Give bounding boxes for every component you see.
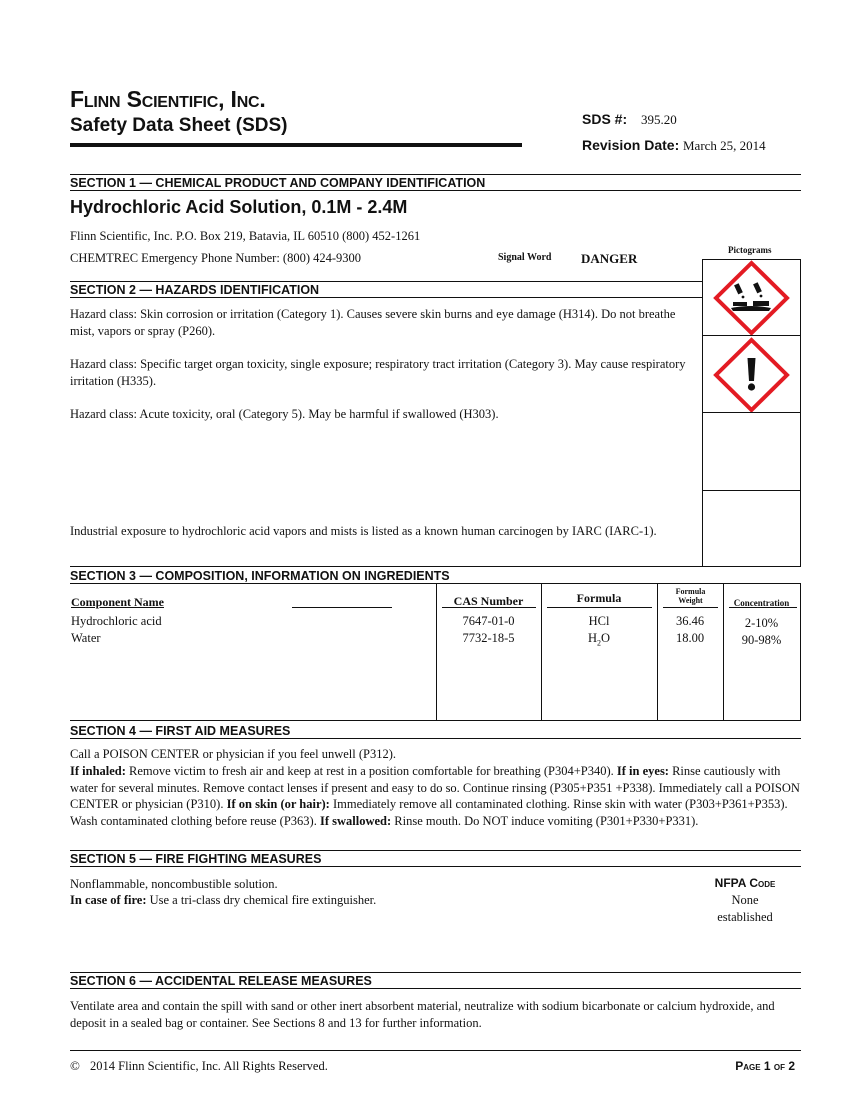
formula-part: O — [601, 631, 611, 645]
section-5-heading: SECTION 5 — FIRE FIGHTING MEASURES — [70, 852, 322, 866]
section-rule — [70, 281, 702, 282]
copyright-symbol: © — [70, 1058, 80, 1073]
fire-instructions — [70, 892, 376, 909]
formula-weight: 18.00 — [675, 631, 705, 645]
cas-number: 7732-18-5 — [462, 631, 515, 645]
product-name: Hydrochloric Acid Solution, 0.1M - 2.4M — [70, 197, 408, 217]
carcinogen-note: Industrial exposure to hydrochloric acid vapors and mists is listed as a known human carcinogen by IARC (IARC-1). — [70, 524, 657, 538]
section-rule — [70, 190, 801, 191]
skin-label: If on skin (or hair): — [226, 797, 330, 811]
formula: HCl — [588, 614, 610, 628]
section-rule — [70, 972, 801, 973]
section-rule — [70, 174, 801, 175]
formula — [541, 630, 657, 652]
section-rule — [70, 850, 801, 851]
revision-date-value: March 25, 2014 — [683, 138, 766, 153]
eyes-label: If in eyes: — [616, 764, 669, 778]
header-underline — [663, 607, 718, 608]
formula-subscript: 2 — [597, 638, 601, 648]
fire-text: Use a tri-class dry chemical fire extinguisher. — [146, 893, 377, 907]
column-header-cas: CAS Number — [453, 594, 524, 608]
cas-number: 7647-01-0 — [462, 614, 515, 628]
signal-word-value: DANGER — [581, 251, 638, 266]
header-underline — [292, 607, 392, 608]
first-aid-intro: Call a POISON CENTER or physician if you feel unwell (P312). — [70, 747, 396, 761]
fire-info: Nonflammable, noncombustible solution. — [70, 877, 278, 891]
formula-part: H — [587, 631, 597, 645]
table-divider — [800, 583, 801, 720]
hazard-paragraph: Hazard class: Acute toxicity, oral (Category 5). May be harmful if swallowed (H303). — [70, 407, 499, 421]
pictogram-cell — [702, 335, 801, 413]
revision-date-label: Revision Date: — [582, 137, 680, 153]
page-number: Page 1 of 2 — [735, 1059, 795, 1073]
section-1-heading: SECTION 1 — CHEMICAL PRODUCT AND COMPANY IDENTIFICATION — [70, 176, 486, 190]
section-3-heading: SECTION 3 — COMPOSITION, INFORMATION ON INGREDIENTS — [70, 569, 450, 583]
section-4-heading: SECTION 4 — FIRST AID MEASURES — [70, 724, 291, 738]
skin-text: Immediately remove all contaminated clothing. Rinse skin with water (P303+P361+P353). Wash contaminated clothing before reuse (P363). — [70, 797, 788, 828]
pictograms-label: Pictograms — [728, 245, 772, 255]
nfpa-code-value: established — [717, 910, 773, 924]
document-title: Safety Data Sheet (SDS) — [70, 115, 288, 136]
nfpa-code-label: NFPA Code — [714, 876, 776, 890]
nfpa-code-value: None — [731, 893, 759, 907]
component-name: Hydrochloric acid — [71, 614, 162, 628]
emergency-phone: CHEMTREC Emergency Phone Number: (800) 424-9300 — [70, 251, 362, 265]
section-6-heading: SECTION 6 — ACCIDENTAL RELEASE MEASURES — [70, 974, 372, 988]
column-header-formula: Formula — [576, 591, 622, 605]
inhaled-label: If inhaled: — [70, 764, 126, 778]
section-rule — [70, 566, 801, 567]
section-rule — [70, 988, 801, 989]
hazard-paragraph: Hazard class: Skin corrosion or irritation (Category 1). Causes severe skin burns and eye damage (H314). Do not breathe mist, vapors or spray (P260). — [70, 307, 676, 338]
footer-rule — [70, 1050, 801, 1051]
company-name — [70, 86, 266, 113]
fire-label: In case of fire: — [70, 893, 147, 907]
first-aid-instructions — [70, 763, 802, 829]
column-header-component: Component Name — [71, 595, 164, 609]
signal-word-label: Signal Word — [498, 252, 552, 263]
section-rule — [70, 720, 801, 721]
concentration: 2-10% — [744, 616, 779, 630]
table-divider — [657, 583, 658, 720]
company-address: Flinn Scientific, Inc. P.O. Box 219, Batavia, IL 60510 (800) 452-1261 — [70, 229, 421, 243]
component-name: Water — [71, 631, 101, 645]
concentration: 90-98% — [741, 633, 782, 647]
formula-weight: 36.46 — [675, 614, 705, 628]
section-rule — [70, 866, 801, 867]
header-rule — [70, 143, 522, 147]
swallowed-text: Rinse mouth. Do NOT induce vomiting (P301+P330+P331). — [391, 813, 699, 828]
pictogram-cell-empty — [702, 412, 801, 491]
column-header-concentration: Concentration — [733, 598, 790, 608]
pictogram-cell — [702, 259, 801, 336]
inhaled-text: Remove victim to fresh air and keep at rest in a position comfortable for breathing (P304+P340). — [125, 764, 617, 778]
company-name-text: Flinn Scientific, Inc. — [70, 86, 266, 112]
section-rule — [70, 738, 801, 739]
sds-number-value: 395.20 — [641, 112, 677, 127]
corrosion-pictogram-icon — [703, 260, 800, 335]
section-rule — [70, 297, 702, 298]
copyright-text: 2014 Flinn Scientific, Inc. All Rights Reserved. — [90, 1059, 328, 1073]
hazard-paragraph: Hazard class: Specific target organ toxicity, single exposure; respiratory tract irritation (Category 3). May cause respiratory irritation (H335). — [70, 357, 686, 388]
spill-instructions: Ventilate area and contain the spill with sand or other inert absorbent material, neutralize with sodium bicarbonate or calcium hydroxide, and deposit in a sealed bag or container. See Sections 8 and 13 for further information. — [70, 999, 775, 1030]
eyes-text: Rinse cautiously with water for several minutes. Remove contact lenses if present and easy to do so. Continue rinsing (P305+P351 +P338). Immediately call a POISON CENTER or physician (P310). — [70, 764, 800, 811]
section-2-heading: SECTION 2 — HAZARDS IDENTIFICATION — [70, 283, 320, 297]
header-underline — [547, 607, 652, 608]
swallowed-label: If swallowed: — [319, 813, 392, 828]
pictogram-cell-empty — [702, 490, 801, 567]
column-header-weight: Formula Weight — [675, 587, 706, 605]
exclamation-pictogram-icon — [703, 336, 800, 412]
sds-number-label: SDS #: — [582, 111, 628, 127]
